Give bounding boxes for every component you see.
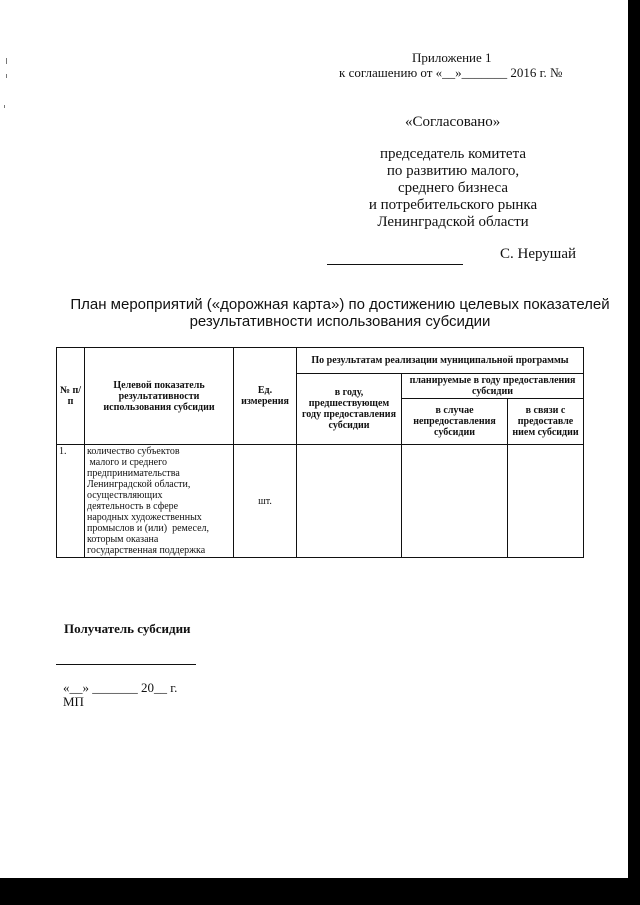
row-year-before [297,445,402,558]
signer-name: С. Нерушай [500,246,577,262]
recipient-label: Получатель субсидии [64,621,191,636]
indicator-line: количество субъектов [87,446,180,457]
table-row [57,445,584,558]
date-line: «__» _______ 20__ г. [63,680,178,695]
indicator-line: предпринимательства [87,468,180,479]
approver-signature-line [327,264,463,265]
plan-title-line: План мероприятий («дорожная карта») по достижению целевых показателей [70,296,610,313]
stamp-label: МП [63,694,84,709]
indicator-line: государственная поддержка [87,545,206,556]
indicator-line: осуществляющих [87,490,163,501]
indicator-line: Ленинградской области, [87,479,191,490]
header-municipal-results: По результатам реализации муниципальной программы [297,348,584,374]
header-without-subsidy: в случае непредоставления субсидии [402,399,508,445]
scan-border-bottom [0,878,640,905]
header-planned-in-year: планируемые в году предоставления субсидии [402,374,584,399]
scan-speck [6,74,7,78]
approver-line: по развитию малого, [386,163,520,179]
row-without-subsidy [402,445,508,558]
row-indicator [85,445,234,558]
indicator-line: промыслов и (или) ремесел, [87,523,210,534]
scan-speck [6,58,7,64]
plan-title-line: результативности использования субсидии [189,313,491,330]
indicator-line: малого и среднего [87,457,167,468]
header-indicator: Целевой показатель результативности использования субсидии [85,348,234,445]
indicator-line: деятельность в сфере [87,501,179,512]
annex-subtitle: к соглашению от «__»_______ 2016 г. № [339,65,563,80]
approver-line: председатель комитета [380,146,526,162]
approver-position [330,146,576,231]
header-num: № п/п [57,348,85,445]
approver-line: Ленинградской области [377,214,529,230]
header-unit: Ед. измерения [234,348,297,445]
approver-line: и потребительского рынка [368,197,538,213]
approver-line: среднего бизнеса [397,180,509,196]
indicator-line: народных художественных [87,512,202,523]
row-with-subsidy [508,445,584,558]
plan-title [60,296,620,330]
annex-title: Приложение 1 [412,50,492,65]
recipient-signature-line [56,664,196,665]
row-unit: шт. [234,445,297,558]
indicator-line: которым оказана [87,534,159,545]
scan-border-right [628,0,640,905]
approval-label: «Согласовано» [405,114,501,130]
scan-speck [4,105,5,108]
header-with-subsidy: в связи с предоставле нием субсидии [508,399,584,445]
plan-table [56,347,584,558]
row-num: 1. [57,445,85,558]
header-year-before: в году, предшествующем году предоставления субсидии [297,374,402,445]
